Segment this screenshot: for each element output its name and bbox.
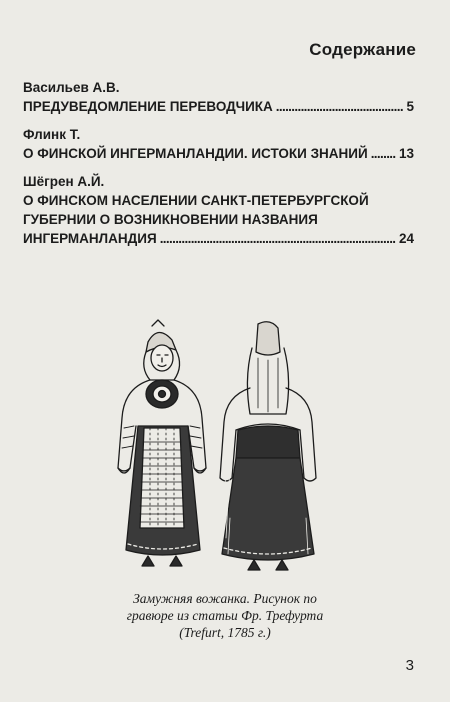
toc-entry xyxy=(23,78,414,116)
toc-page: 13 xyxy=(398,146,414,161)
caption-line: (Trefurt, 1785 г.) xyxy=(179,625,271,640)
caption-line: гравюре из статьи Фр. Трефурта xyxy=(126,608,324,623)
toc-title: О ФИНСКОМ НАСЕЛЕНИИ САНКТ-ПЕТЕРБУРГСКОЙ xyxy=(23,193,369,208)
dot-leader xyxy=(371,144,396,163)
dot-leader xyxy=(276,97,404,116)
toc-title: О ФИНСКОЙ ИНГЕРМАНЛАНДИИ. ИСТОКИ ЗНАНИЙ xyxy=(23,146,368,161)
toc-author: Флинк Т. xyxy=(23,127,81,142)
dot-leader xyxy=(160,229,396,248)
contents-heading: Содержание xyxy=(309,40,416,59)
toc-line[interactable] xyxy=(23,97,414,116)
illustration-caption xyxy=(100,590,350,641)
caption-line: Замужняя вожанка. Рисунок по xyxy=(133,591,317,606)
table-of-contents xyxy=(23,78,414,257)
toc-title: ПРЕДУВЕДОМЛЕНИЕ ПЕРЕВОДЧИКА xyxy=(23,99,273,114)
toc-line xyxy=(23,210,414,229)
toc-entry xyxy=(23,125,414,163)
illustration-votic-women xyxy=(110,318,330,580)
toc-title: ГУБЕРНИИ О ВОЗНИКНОВЕНИИ НАЗВАНИЯ xyxy=(23,212,318,227)
toc-title: ИНГЕРМАНЛАНДИЯ xyxy=(23,231,157,246)
figure-front-view xyxy=(118,320,206,566)
page-number: 3 xyxy=(405,657,414,674)
toc-entry xyxy=(23,172,414,248)
toc-line xyxy=(23,191,414,210)
toc-line[interactable] xyxy=(23,144,414,163)
toc-author: Васильев А.В. xyxy=(23,80,120,95)
toc-page: 5 xyxy=(406,99,414,114)
figure-back-view xyxy=(220,322,316,570)
toc-line[interactable] xyxy=(23,229,414,248)
toc-page: 24 xyxy=(398,231,414,246)
toc-author: Шёгрен А.Й. xyxy=(23,174,105,189)
